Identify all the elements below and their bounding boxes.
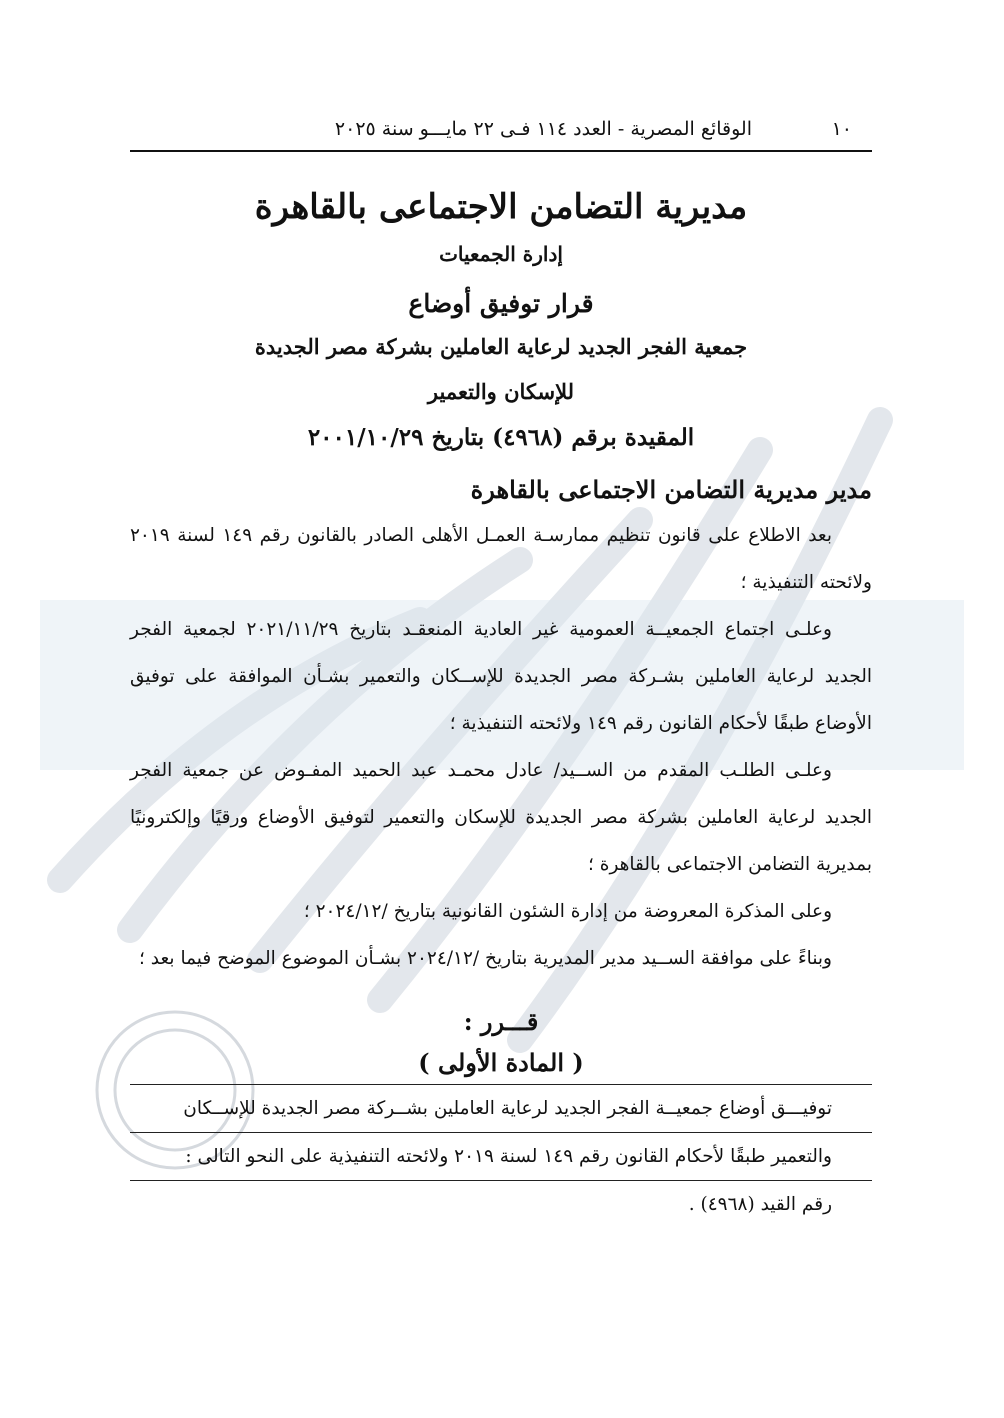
paragraph: بعد الاطلاع على قانون تنظيم ممارسـة العمـل الأهلى الصادر بالقانون رقم ١٤٩ لسنة ٢٠١٩ ولائحته التنفيذية ؛ xyxy=(130,525,872,593)
main-title: مديرية التضامن الاجتماعى بالقاهرة xyxy=(254,187,748,227)
paragraph: وعلى المذكرة المعروضة من إدارة الشئون القانونية بتاريخ /٢٠٢٤/١٢ ؛ xyxy=(303,901,832,922)
paragraph: وعلـى الطلـب المقدم من الســيد/ عادل محمـد عبد الحميد المفـوض عن جمعية الفجر الجديد لرعاية العاملين بشركة مصر الجديدة للإسكان والتعمير لتوفيق الأوضاع ورقيًا وإلكترونيًا بمديرية التضامن الاجتماعى بالقاهرة ؛ xyxy=(130,760,872,875)
paragraph: وعلـى اجتماع الجمعيــة العمومية غير العادية المنعقـد بتاريخ ٢٠٢١/١١/٢٩ لجمعية الفجر الجديد لرعاية العاملين بشـركة مصر الجديدة للإســكان والتعمير بشـأن الموافقة على توفيق الأوضاع طبقًا لأحكام القانون رقم ١٤٩ ولائحته التنفيذية ؛ xyxy=(130,619,872,734)
paragraph: وبناءً على موافقة الســيد مدير المديرية بتاريخ /٢٠٢٤/١٢ بشـأن الموضوع الموضح فيما بعد ؛ xyxy=(139,948,832,969)
decision-title: قرار توفيق أوضاع xyxy=(408,289,594,318)
article-body xyxy=(130,1084,872,1228)
article-line-3: رقم القيد (٤٩٦٨) . xyxy=(688,1194,832,1215)
decided-heading: قـــرر : xyxy=(463,1007,539,1036)
association-line-1: جمعية الفجر الجديد لرعاية العاملين بشركة مصر الجديدة xyxy=(254,334,748,359)
registration-line: المقيدة برقم (٤٩٦٨) بتاريخ ٢٠٠١/١٠/٢٩ xyxy=(307,424,695,451)
director-line: مدير مديرية التضامن الاجتماعى بالقاهرة xyxy=(470,475,872,504)
running-header xyxy=(130,110,872,152)
article-title: ( المادة الأولى ) xyxy=(418,1048,584,1077)
running-title: الوقائع المصرية - العدد ١١٤ فـى ٢٢ مايـــو سنة ٢٠٢٥ xyxy=(334,118,752,140)
page-number: ١٠ xyxy=(831,118,852,140)
department-title: إدارة الجمعيات xyxy=(439,242,563,266)
article-line-1: توفيـــق أوضاع جمعيــة الفجر الجديد لرعاية العاملين بشــركة مصر الجديدة للإســكان xyxy=(130,1085,872,1133)
preamble xyxy=(130,512,872,982)
association-line-2: للإسكان والتعمير xyxy=(427,379,575,404)
article-line-2: والتعمير طبقًا لأحكام القانون رقم ١٤٩ لسنة ٢٠١٩ ولائحته التنفيذية على النحو التالى : xyxy=(130,1133,872,1181)
page-content xyxy=(130,110,872,1228)
